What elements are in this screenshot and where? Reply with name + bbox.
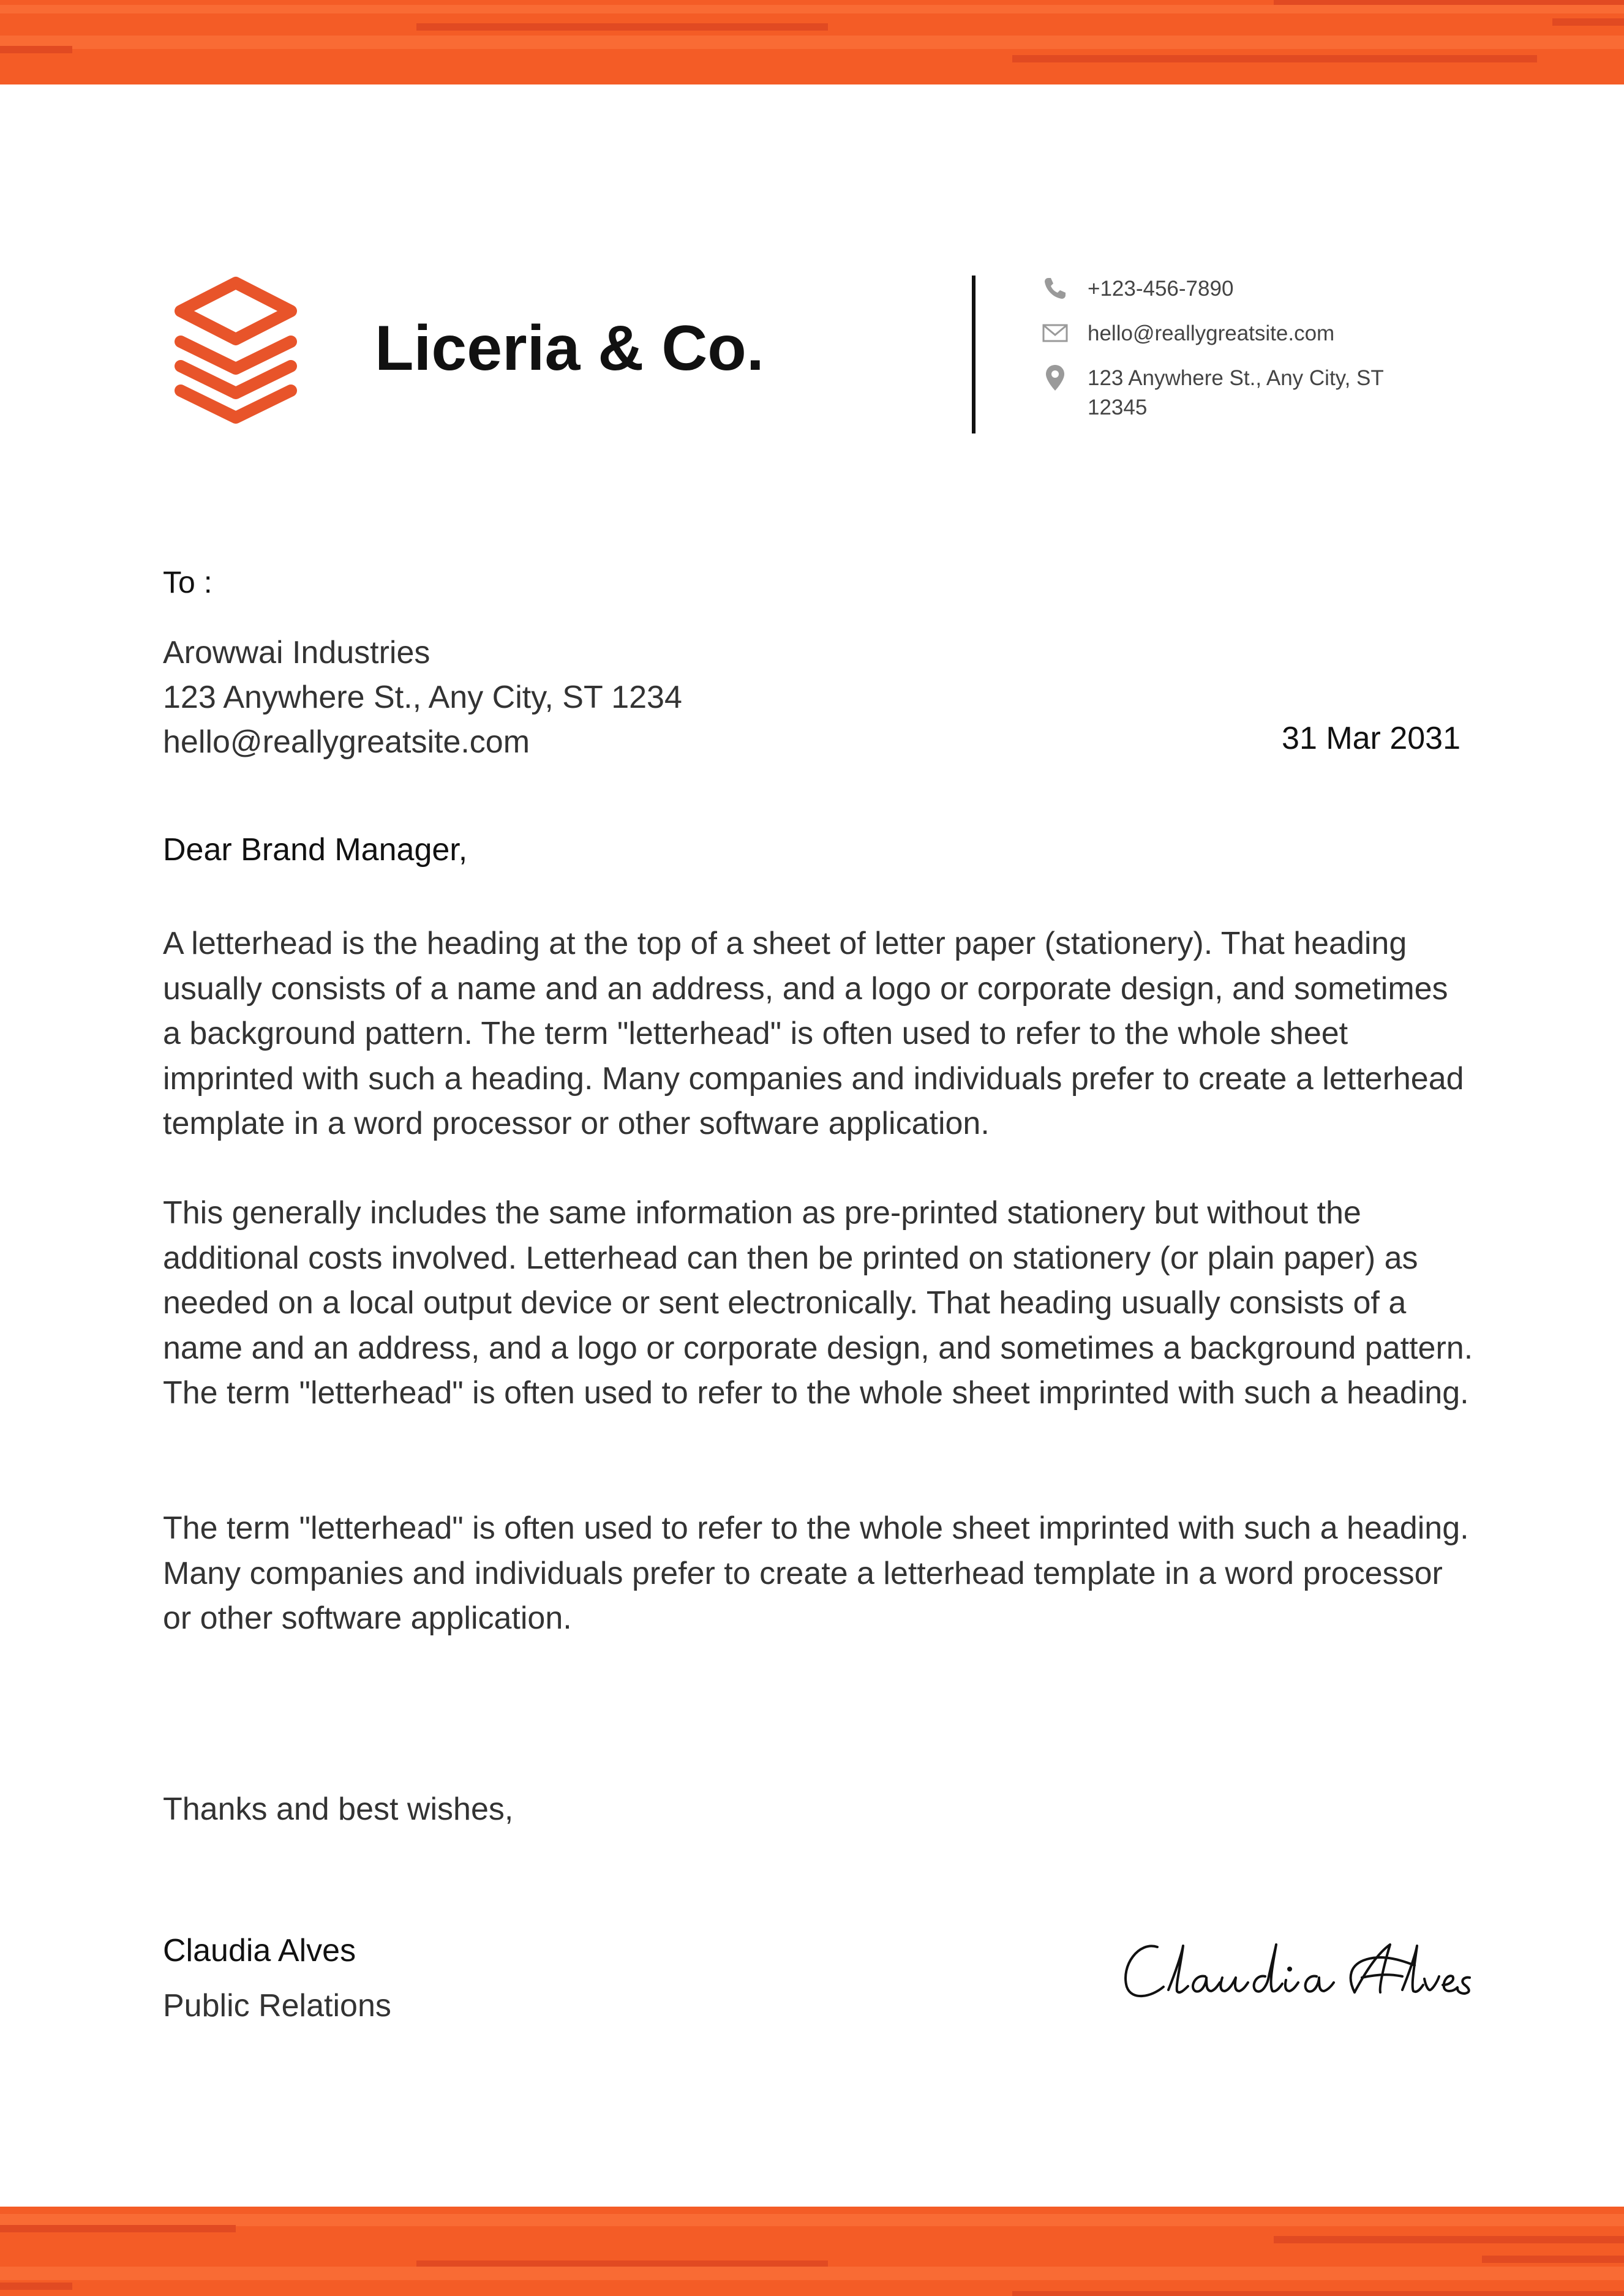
signature-image — [1115, 1929, 1482, 2014]
to-label: To : — [163, 565, 212, 599]
company-name: Liceria & Co. — [375, 313, 764, 384]
stacked-layers-icon — [171, 276, 300, 426]
header-band — [0, 0, 1624, 84]
sender-title: Public Relations — [163, 1988, 391, 2024]
header-stripe — [0, 46, 72, 53]
header-stripe — [1274, 0, 1624, 5]
header-stripe — [1552, 18, 1624, 26]
mail-icon — [1041, 319, 1069, 347]
contact-phone — [1041, 274, 1430, 304]
recipient-company: Arowwai Industries — [163, 635, 430, 670]
footer-stripe — [0, 2283, 72, 2290]
body-paragraph-2: This generally includes the same information as pre-printed stationery but without the additional costs involved. Letterhead can then be printed on stationery (or plain paper) as needed on a local output device or sent electronically. That heading usually consists of a name and an address, and a logo or corporate design, and sometimes a background pattern. The term "letterhead" is often used to refer to the whole sheet imprinted with such a heading. — [163, 1195, 1473, 1411]
sender-name: Claudia Alves — [163, 1933, 356, 1968]
header-stripe — [0, 36, 1624, 49]
contact-address-text — [1088, 364, 1430, 422]
header-stripe — [1012, 55, 1537, 62]
closing: Thanks and best wishes, — [163, 1791, 514, 1827]
footer-band — [0, 2207, 1624, 2296]
contact-address — [1041, 364, 1430, 422]
recipient-block — [163, 631, 682, 765]
body-paragraph-3: The term "letterhead" is often used to refer to the whole sheet imprinted with such a heading. Many companies and individuals prefer to create a letterhead template in a word processor or other software application. — [163, 1510, 1469, 1636]
phone-icon — [1041, 274, 1069, 302]
footer-stripe — [0, 2214, 1624, 2226]
contact-address-line2: 12345 — [1088, 396, 1148, 419]
header-divider — [972, 276, 976, 433]
recipient-address: 123 Anywhere St., Any City, ST 1234 — [163, 680, 682, 715]
recipient-email: hello@reallygreatsite.com — [163, 724, 530, 760]
body-paragraph-1: A letterhead is the heading at the top of a sheet of letter paper (stationery). That heading usually consists of a name and an address, and a logo or corporate design, and sometimes a background pattern. The term "letterhead" is often used to refer to the whole sheet imprinted with such a heading. Many companies and individuals prefer to create a letterhead template in a word processor or other software application. — [163, 926, 1464, 1141]
footer-stripe — [0, 2267, 1624, 2280]
contact-email-text: hello@reallygreatsite.com — [1088, 321, 1335, 345]
header-stripe — [0, 5, 1624, 13]
footer-stripe — [0, 2225, 236, 2232]
contact-address-line1: 123 Anywhere St., Any City, ST — [1088, 366, 1384, 390]
location-pin-icon — [1041, 364, 1069, 392]
header-stripe — [416, 23, 828, 31]
contact-phone-text: +123-456-7890 — [1088, 277, 1234, 301]
footer-stripe — [1482, 2256, 1624, 2263]
footer-stripe — [1012, 2291, 1624, 2296]
footer-stripe — [1274, 2236, 1624, 2243]
contact-email — [1041, 319, 1430, 348]
letter-date: 31 Mar 2031 — [1282, 721, 1460, 756]
salutation: Dear Brand Manager, — [163, 832, 468, 868]
